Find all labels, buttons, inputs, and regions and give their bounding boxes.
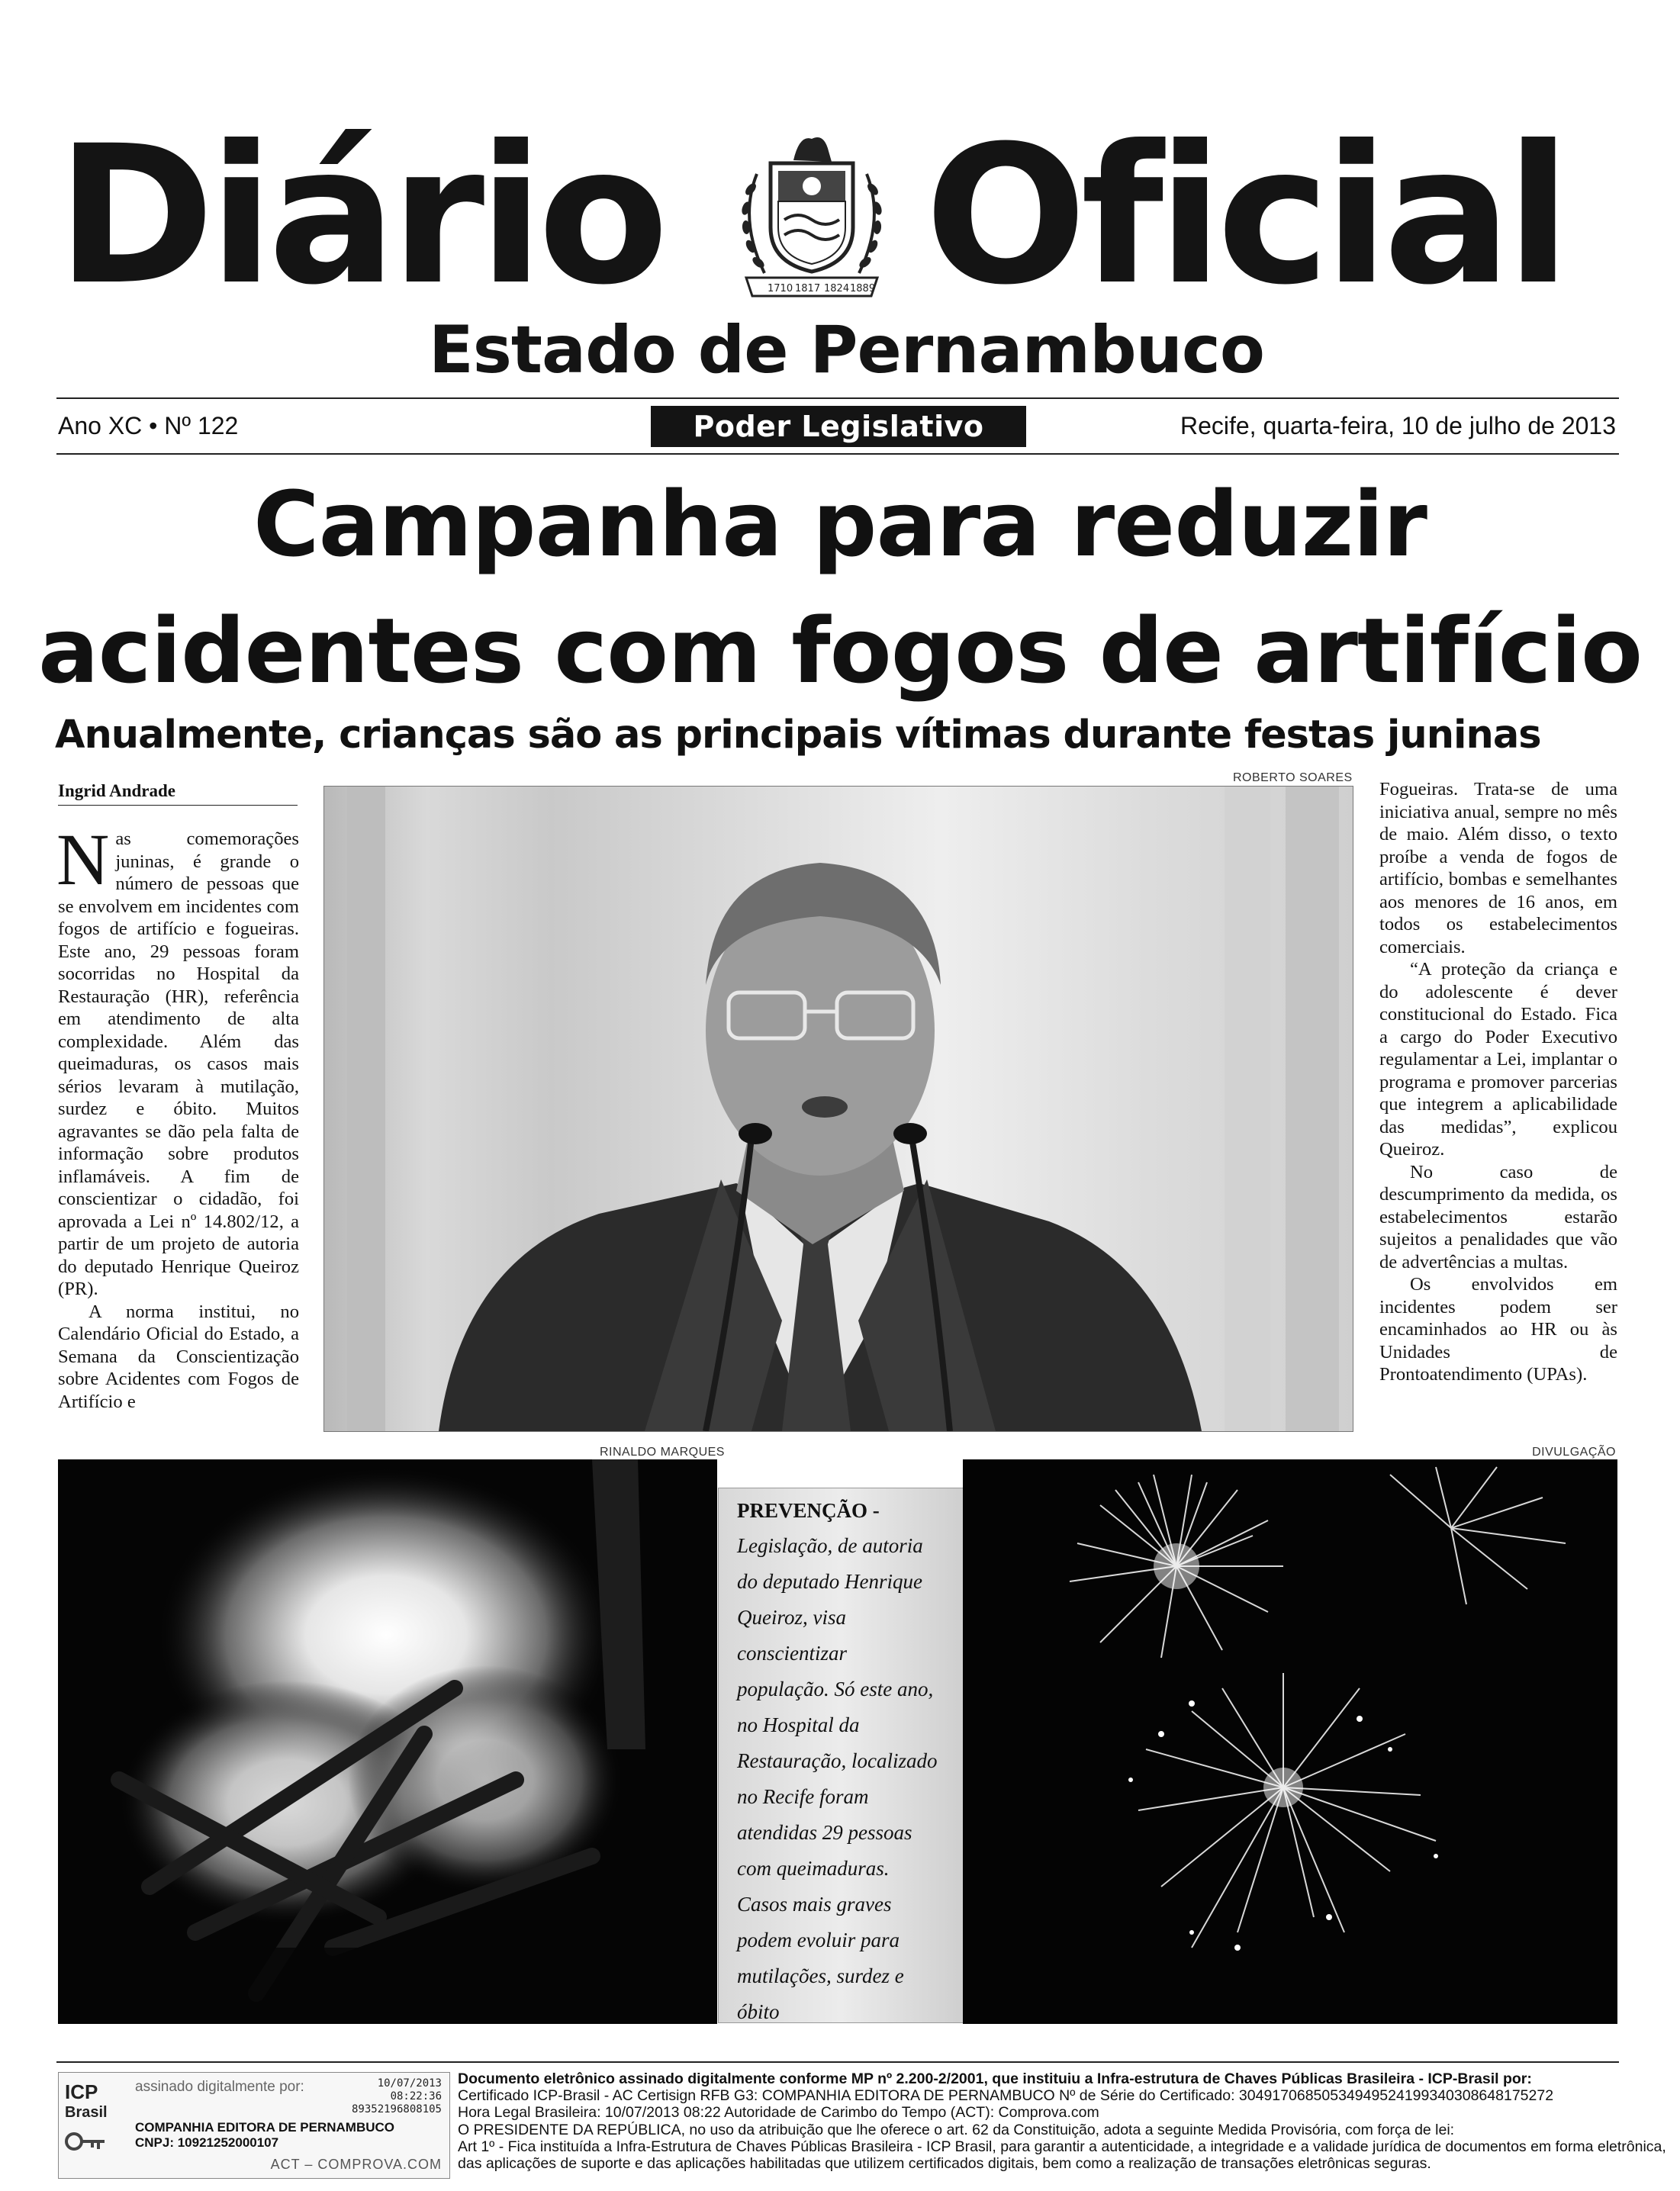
- act-label: ACT – COMPROVA.COM: [270, 2157, 442, 2172]
- icp-brasil-logo: [65, 2080, 126, 2170]
- masthead-title-right: Oficial: [925, 105, 1566, 327]
- signer-cnpj: CNPJ: 10921252000107: [135, 2135, 279, 2150]
- article-paragraph-6: Os envolvidos em incidentes podem ser encaminhados ao HR ou às Unidades de Prontoatendimento (UPAs).: [1379, 1274, 1617, 1385]
- footer-line-3: Hora Legal Brasileira: 10/07/2013 08:22 Autoridade de Carimbo do Tempo (ACT): Comprova.com: [458, 2104, 1099, 2122]
- caption-body: Legislação, de autoria do deputado Henrique Queiroz, visa conscientizar população. Só este ano, no Hospital da Restauração, localizado no Recife foram atendidas 29 pessoas com queimaduras. Casos mais graves podem evoluir para mutilações, surdez e óbito: [737, 1534, 938, 2023]
- svg-text:1817: 1817: [795, 283, 821, 294]
- footer-line-2: Certificado ICP-Brasil - AC Certisign RFB G3: COMPANHIA EDITORA DE PERNAMBUCO Nº de Série do Certificado: 3049170685053494952419934030864817527​2: [458, 2087, 1554, 2105]
- footer-line-6: das aplicações de suporte e das aplicações habilitadas que utilizem certificados digitais, bem como a realização de transações eletrônicas seguras.: [458, 2155, 1431, 2173]
- fireworks-photo: [963, 1459, 1617, 2024]
- icp-logo-bottom: Brasil: [65, 2104, 108, 2121]
- svg-text:1889: 1889: [850, 283, 876, 294]
- masthead-state-name: Estado de Pernambuco: [429, 312, 1264, 388]
- main-photo-deputy-at-podium: [323, 786, 1353, 1432]
- signer-company: COMPANHIA EDITORA DE PERNAMBUCO: [135, 2120, 395, 2135]
- masthead-title-left: Diário: [56, 105, 663, 327]
- masthead-rule-top: [56, 397, 1619, 399]
- footer-legal-text: [458, 2070, 1666, 2172]
- edition-number: Ano XC • Nº 122: [58, 412, 239, 439]
- byline-rule: [58, 805, 298, 806]
- headline-line-1: Campanha para reduzir: [253, 471, 1427, 577]
- article-paragraph-1: Nas comemorações juninas, é grande o número de pessoas que se envolvem em incidentes com fogos de artifício e fogueiras. Este ano, 29 pessoas foram socorridas no Hospital da Restauração (HR), referência em atendimento de alta complexidade. Além das queimaduras, os casos mais sérios levaram à mutilação, surdez e óbito. Muitos agravantes se dão pela falta de informação sobre produtos inflamáveis. A fim de conscientizar o cidadão, foi aprovada a Lei nº 14.802/12, a partir de um projeto de autoria do deputado Henrique Queiroz (PR).: [56, 819, 299, 1299]
- photo-credit-right: DIVULGAÇÃO: [1532, 1446, 1616, 1459]
- article-column-left: [56, 819, 299, 1413]
- bonfire-photo: [58, 1459, 717, 2024]
- footer-line-1: Documento eletrônico assinado digitalmente conforme MP nº 2.200-2/2001, que instituiu a Infra-estrutura de Chaves Públicas Brasileira - ICP-Brasil por:: [458, 2070, 1532, 2087]
- article-paragraph-2: A norma institui, no Calendário Oficial do Estado, a Semana da Conscientização sobre Acidentes com Fogos de Artifício e: [58, 1301, 299, 1412]
- caption-title: PREVENÇÃO -: [737, 1499, 880, 1522]
- signature-timestamp: 10/07/2013 08:22:36 89352196808105: [351, 2077, 442, 2115]
- photo-credit-left: RINALDO MARQUES: [600, 1446, 725, 1459]
- key-icon: [65, 2128, 108, 2155]
- digital-signature-stamp: [58, 2072, 450, 2179]
- svg-text:1824: 1824: [824, 283, 850, 294]
- footer-rule: [56, 2061, 1619, 2063]
- article-column-right: [1379, 778, 1617, 1386]
- article-deck: Anualmente, crianças são as principais vítimas durante festas juninas: [55, 713, 1541, 758]
- article-paragraph-4: “A proteção da criança e do adolescente é dever constitucional do Estado. Fica a cargo do Poder Executivo regulamentar a Lei, implantar o programa e promover parcerias que integrem a aplicabilidade das medidas”, explicou Queiroz.: [1379, 959, 1617, 1160]
- icp-logo-top: ICP: [65, 2080, 98, 2103]
- footer-line-4: O PRESIDENTE DA REPÚBLICA, no uso da atribuição que lhe oferece o art. 62 da Constituição, adota a seguinte Medida Provisória, com força de lei:: [458, 2121, 1455, 2138]
- pernambuco-coat-of-arms: [734, 128, 890, 304]
- article-byline: Ingrid Andrade: [58, 781, 176, 800]
- masthead-rule-bottom: [56, 453, 1619, 455]
- article-paragraph-5: No caso de descumprimento da medida, os estabelecimentos estarão sujeitos a penalidades que vão de advertências a multas.: [1379, 1161, 1617, 1272]
- drop-cap: N: [56, 819, 110, 900]
- footer-line-5: Art 1º - Fica instituída a Infra-Estrutura de Chaves Públicas Brasileira - ICP Brasil, para garantir a autenticidade, a integridade e a validade jurídica de documentos em forma eletrônica,: [458, 2138, 1666, 2155]
- signed-by-label: assinado digitalmente por:: [135, 2079, 304, 2095]
- headline-line-2: acidentes com fogos de artifício: [37, 598, 1643, 703]
- caption-box-prevencao: [718, 1488, 964, 2023]
- publication-date: Recife, quarta-feira, 10 de julho de 2013: [1180, 412, 1616, 439]
- section-tag: Poder Legislativo: [651, 406, 1026, 447]
- article-paragraph-3: Fogueiras. Trata-se de uma iniciativa anual, sempre no mês de maio. Além disso, o texto proíbe a venda de fogos de artifício, bombas e semelhantes aos menores de 16 anos, em todos os estabelecimentos comerciais.: [1379, 779, 1617, 957]
- photo-credit-main: ROBERTO SOARES: [1233, 771, 1353, 784]
- svg-text:1710: 1710: [768, 283, 793, 294]
